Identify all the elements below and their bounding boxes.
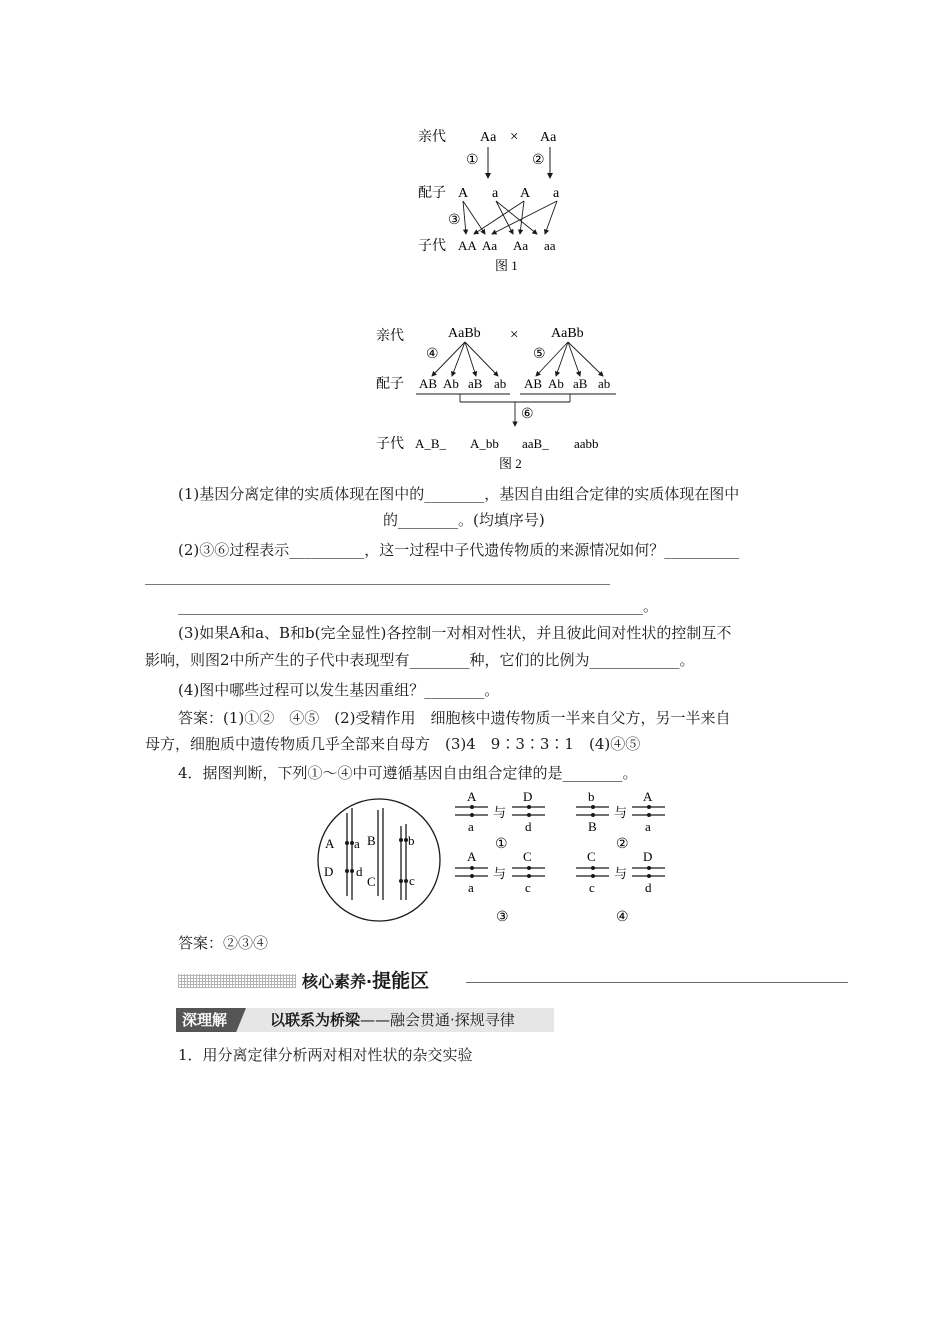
fig1-offspring-label: 子代	[418, 239, 446, 254]
svg-text:D: D	[643, 849, 653, 864]
fig2-offspring-2: A_bb	[470, 436, 499, 451]
q2-line3: ______________________________________________________________。	[178, 597, 659, 615]
fig1-offspring-4: aa	[544, 238, 556, 253]
cell-gene-C: C	[367, 874, 376, 889]
answer-line1: 答案：(1)①② ④⑤ (2)受精作用 细胞核中遗传物质一半来自父方，另一半来自	[178, 709, 731, 727]
fig1-gamete-3: A	[520, 186, 531, 201]
fig2-gamete-right-2: Ab	[548, 376, 564, 391]
svg-text:c: c	[589, 880, 595, 895]
fig1-gamete-label: 配子	[418, 186, 446, 201]
q3-line1: (3)如果A和a、B和b(完全显性)各控制一对相对性状，并且彼此间对性状的控制互不	[178, 624, 732, 642]
fig2-offspring-1: A_B_	[415, 436, 447, 451]
option-1-diagram	[455, 789, 545, 852]
option-4-number: ④	[616, 910, 629, 925]
option-2-number: ②	[616, 837, 629, 852]
fig1-caption: 图 1	[495, 258, 518, 273]
subheader-tag: 深理解	[182, 1011, 228, 1029]
fig2-offspring-label: 子代	[376, 437, 404, 452]
fig1-parent-label: 亲代	[418, 130, 446, 145]
q2-line2: ______________________________________________________________	[145, 567, 610, 585]
svg-text:A: A	[643, 789, 653, 804]
question4-figure	[316, 788, 676, 928]
option-2-diagram	[576, 789, 665, 852]
section-item-1: 1．用分离定律分析两对相对性状的杂交实验	[178, 1046, 473, 1064]
fig2-gamete-label: 配子	[376, 377, 404, 392]
section-title-part1: 核心素养·	[302, 972, 373, 991]
cell-gene-a: a	[354, 836, 360, 851]
option-1-number: ①	[495, 837, 508, 852]
fig2-parent2: AaBb	[551, 326, 584, 341]
subheader-rest: ——融会贯通·探规寻律	[360, 1011, 515, 1029]
option-3-diagram	[455, 849, 545, 925]
fig1-gamete-4: a	[553, 186, 560, 201]
fig2-meiosis-arrows	[432, 342, 603, 376]
svg-text:b: b	[588, 789, 595, 804]
svg-text:与: 与	[614, 805, 628, 820]
fig2-gamete-left-1: AB	[419, 376, 438, 391]
fig1-step1: ①	[466, 153, 479, 168]
fig2-gamete-right-4: ab	[598, 376, 611, 391]
svg-text:B: B	[588, 819, 597, 834]
svg-text:A: A	[467, 789, 477, 804]
svg-text:A: A	[467, 849, 477, 864]
fig2-gamete-right-3: aB	[573, 376, 588, 391]
q1-line1: (1)基因分离定律的实质体现在图中的________，基因自由组合定律的实质体现在图中	[178, 485, 740, 503]
fig1-gamete-2: a	[492, 186, 499, 201]
section-title-part2: 提能区	[372, 970, 430, 992]
fig1-step2: ②	[532, 153, 545, 168]
fig1-offspring-1: AA	[458, 238, 477, 253]
section-dotted-pattern	[178, 974, 296, 988]
svg-text:a: a	[468, 819, 474, 834]
svg-text:与: 与	[614, 866, 628, 881]
q3-line2: 影响，则图2中所产生的子代中表现型有________种，它们的比例为____________。	[145, 651, 695, 669]
option-4-diagram	[576, 849, 665, 925]
fig2-gamete-right-1: AB	[524, 376, 543, 391]
fig1-cross: ×	[510, 129, 519, 145]
cell-gene-b: b	[408, 833, 415, 848]
fig1-parent2: Aa	[540, 130, 557, 145]
svg-text:C: C	[523, 849, 532, 864]
fig2-step5: ⑤	[533, 347, 546, 362]
fig2-offspring-4: aabb	[574, 436, 599, 451]
fig2-gamete-left-2: Ab	[443, 376, 459, 391]
section-rule	[466, 982, 848, 983]
fig2-gamete-left-4: ab	[494, 376, 507, 391]
subheader-text	[270, 1009, 515, 1031]
question4-stem: 4．据图判断，下列①～④中可遵循基因自由组合定律的是________。	[178, 764, 638, 782]
fig2-step6: ⑥	[521, 407, 534, 422]
fig2-offspring-3: aaB_	[522, 436, 549, 451]
cell-gene-A: A	[325, 836, 335, 851]
fig1-gamete-1: A	[458, 186, 469, 201]
fig2-step4: ④	[426, 347, 439, 362]
fig2-parent1: AaBb	[448, 326, 481, 341]
svg-text:d: d	[645, 880, 652, 895]
cell-diagram	[318, 799, 440, 921]
question4-answer: 答案：②③④	[178, 934, 269, 952]
figure-2	[370, 318, 630, 476]
subheader-bold: 以联系为桥梁	[270, 1011, 361, 1029]
cell-gene-B: B	[367, 833, 376, 848]
fig1-offspring-3: Aa	[513, 238, 529, 253]
cell-gene-c: c	[409, 873, 415, 888]
option-3-number: ③	[496, 910, 509, 925]
fig1-step3: ③	[448, 213, 461, 228]
fig2-parent-label: 亲代	[376, 329, 404, 344]
svg-text:c: c	[525, 880, 531, 895]
fig1-parent1: Aa	[480, 130, 497, 145]
svg-text:a: a	[645, 819, 651, 834]
q2-line1: (2)③⑥过程表示__________，这一过程中子代遗传物质的来源情况如何？__________	[178, 541, 740, 559]
fig2-gamete-left-3: aB	[468, 376, 483, 391]
fig2-caption: 图 2	[499, 456, 522, 471]
svg-text:d: d	[525, 819, 532, 834]
section-title	[302, 970, 429, 993]
answer-line2: 母方，细胞质中遗传物质几乎全部来自母方 (3)4 9∶3∶3∶1 (4)④⑤	[145, 735, 641, 753]
svg-text:与: 与	[493, 805, 507, 820]
fig1-fertilization-arrows	[463, 201, 557, 234]
q1-line2: 的________。(均填序号)	[383, 511, 545, 529]
figure-1	[400, 120, 580, 280]
svg-text:C: C	[587, 849, 596, 864]
svg-text:a: a	[468, 880, 474, 895]
fig1-offspring-2: Aa	[482, 238, 498, 253]
cell-gene-D: D	[324, 864, 334, 879]
cell-gene-d: d	[356, 864, 363, 879]
fig2-bracket	[416, 394, 616, 426]
svg-text:与: 与	[493, 866, 507, 881]
q4-text: (4)图中哪些过程可以发生基因重组？________。	[178, 681, 500, 699]
svg-text:D: D	[523, 789, 533, 804]
fig2-cross: ×	[510, 327, 519, 343]
